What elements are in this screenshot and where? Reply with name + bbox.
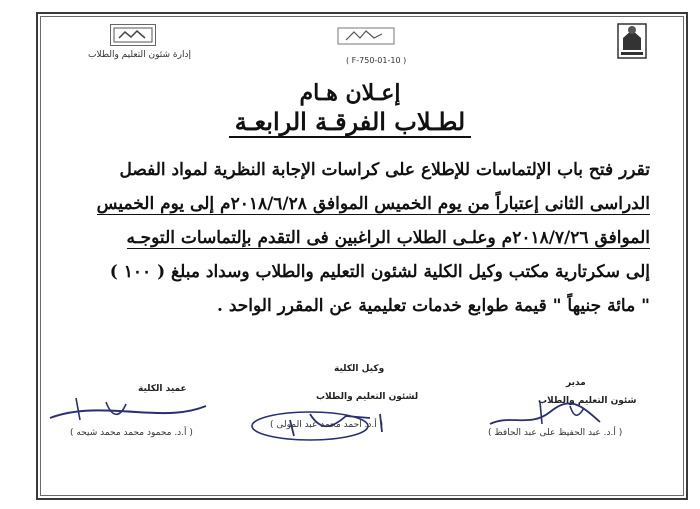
college-logo-center [336, 26, 396, 46]
director-title: مدير [566, 378, 586, 388]
body-line-3 [127, 226, 650, 250]
university-seal-right [614, 20, 650, 64]
body-line-3-text: الموافق ٢٠١٨/٧/٢٦م وعلـى الطلاب الراغبين فى التقدم بإلتماسات التوجـه [126, 228, 650, 248]
department-name: إدارة شئون التعليم والطلاب [88, 50, 191, 60]
signature-block-dean [46, 372, 236, 482]
signature-block-vice-dean [250, 362, 450, 482]
body-line-5: " مائة جنيهاً " قيمة طوابع خدمات تعليمية عن المقرر الواحد . [217, 296, 650, 316]
vice-dean-name: ( أ.د. احمد محمد عبد المولى ) [270, 420, 384, 430]
director-name: ( أ.د. عبد الحفيظ على عبد الحافظ ) [488, 428, 623, 438]
body-line-4: إلى سكرتارية مكتب وكيل الكلية لشئون التعليم والطلاب وسداد مبلغ ( ١٠٠ ) [109, 262, 650, 282]
vice-dean-title-line2: لشئون التعليم والطلاب [316, 392, 419, 402]
body-line-2-text: الدراسى الثانى إعتباراً من يوم الخميس الموافق ٢٠١٨/٦/٢٨م إلى يوم الخميس [96, 194, 650, 214]
announcement-subtitle-wrap [0, 108, 700, 136]
dean-title: عميد الكلية [138, 384, 187, 394]
announcement-subtitle: لطـلاب الفرقـة الرابعـة [229, 107, 471, 138]
form-code: ( F-750-01-10 ) [346, 56, 407, 65]
header [40, 16, 684, 72]
university-logo-left [110, 24, 156, 46]
signature-block-director [470, 372, 670, 482]
announcement-title: إعـلان هـام [299, 80, 401, 106]
body-line-2 [97, 192, 650, 216]
dean-signature-scribble [46, 388, 226, 428]
body-line-1: تقرر فتح باب الإلتماسات للإطلاع على كراسات الإجابة النظرية لمواد الفصل [119, 160, 650, 180]
vice-dean-title: وكيل الكلية [334, 364, 385, 374]
dean-name: ( أ.د. محمود محمد محمد شيحه ) [70, 428, 193, 438]
director-title-line2: شئون التعليم والطلاب [538, 396, 637, 406]
